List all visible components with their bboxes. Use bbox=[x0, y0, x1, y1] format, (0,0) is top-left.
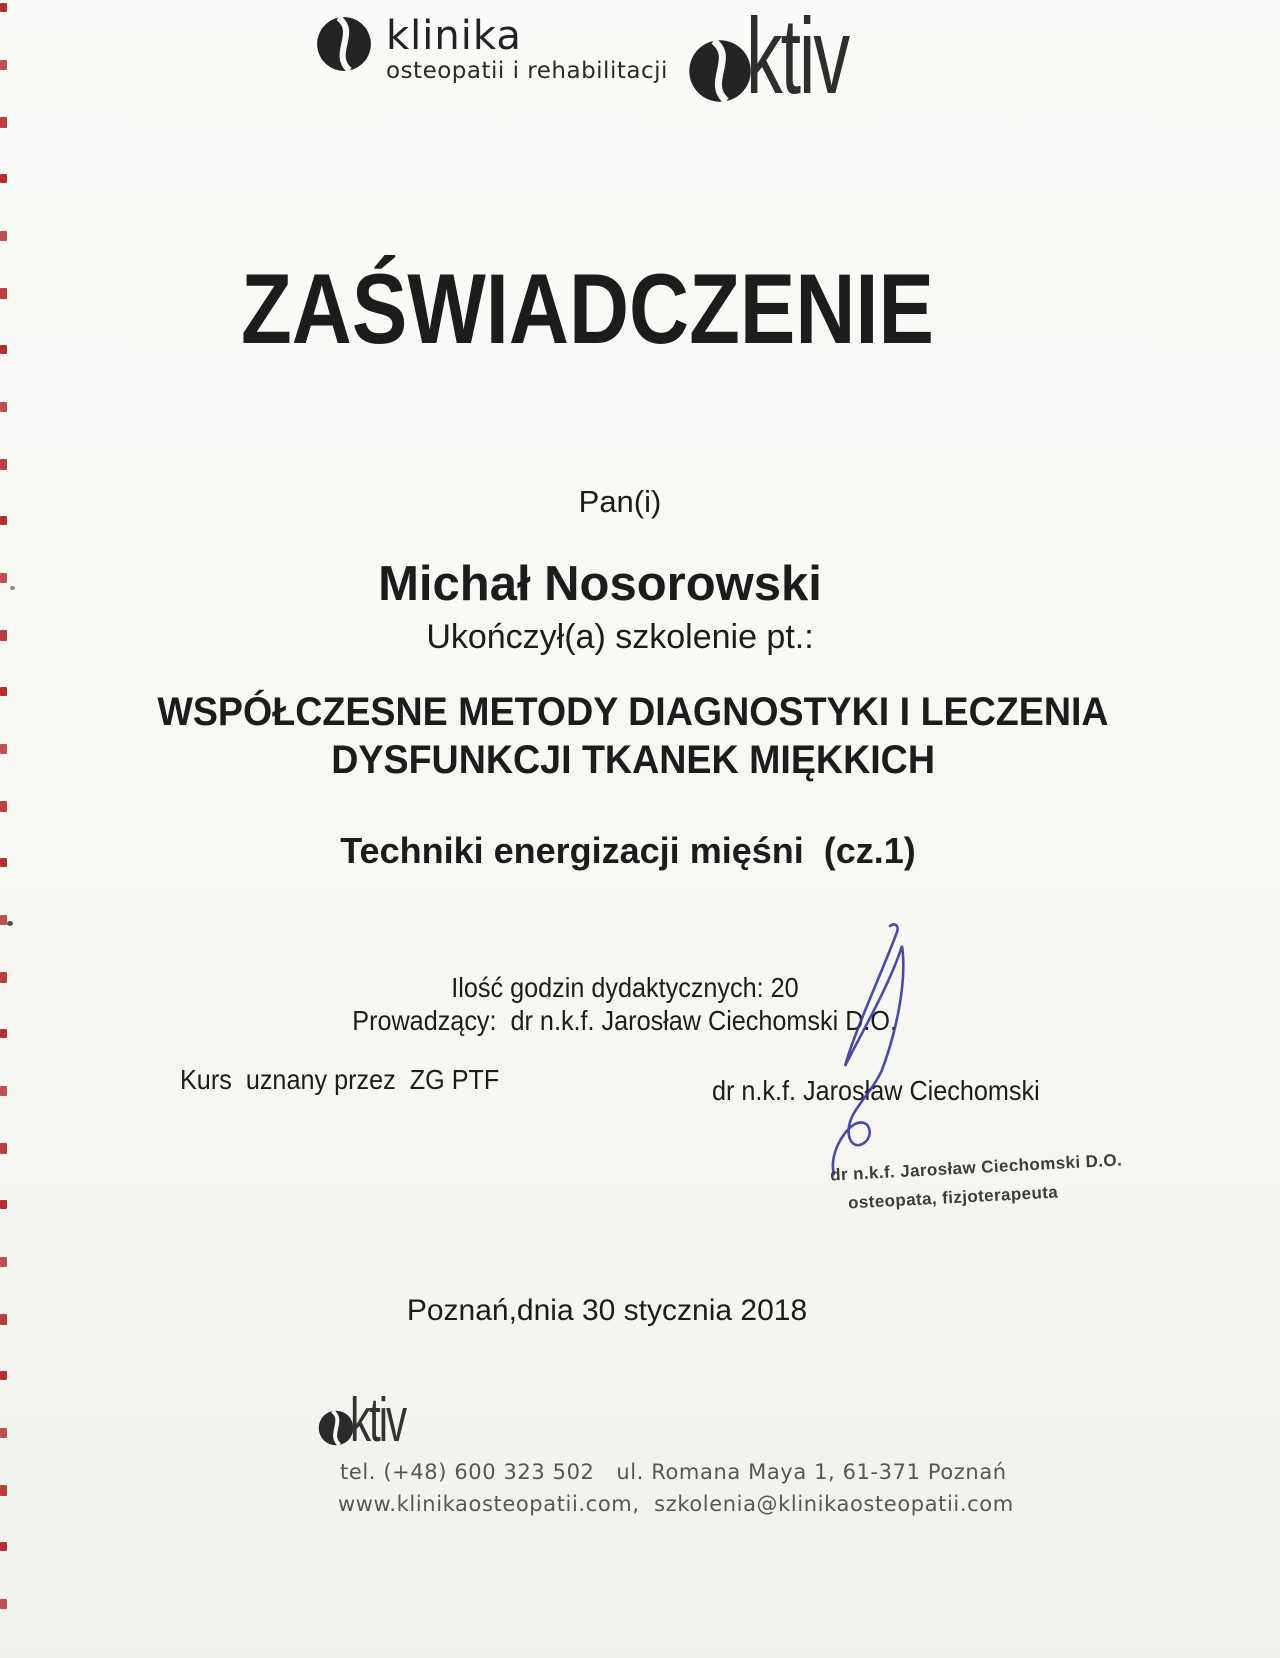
footer-contact-line1: tel. (+48) 600 323 502 ul. Romana Maya 1, 61-371 Poznań bbox=[340, 1460, 1007, 1484]
course-title-line2: DYSFUNKCJI TKANEK MIĘKKICH bbox=[331, 738, 935, 782]
aktiv-circle-a-icon bbox=[688, 39, 752, 105]
scan-edge-mark bbox=[0, 1257, 7, 1267]
scan-edge-mark bbox=[0, 1143, 7, 1154]
certificate-title: ZAŚWIADCZENIE bbox=[240, 253, 934, 364]
salutation: Pan(i) bbox=[578, 484, 662, 519]
scan-edge-mark bbox=[0, 1371, 7, 1380]
aktiv-logo-word: ktiv bbox=[746, 0, 848, 116]
scan-edge-mark bbox=[0, 1542, 7, 1551]
scan-edge-mark bbox=[0, 231, 7, 241]
handwritten-signature bbox=[795, 918, 945, 1188]
completion-label: Ukończył(a) szkolenie pt.: bbox=[426, 618, 814, 656]
course-title-line1: WSPÓŁCZESNE METODY DIAGNOSTYKI I LECZENIA bbox=[157, 690, 1109, 734]
scan-edge-mark bbox=[0, 402, 7, 412]
scan-edge-mark bbox=[0, 60, 7, 70]
accreditation-line: Kurs uznany przez ZG PTF bbox=[180, 1064, 500, 1095]
scan-edge-mark bbox=[0, 1428, 7, 1438]
instructor-line: Prowadzący: dr n.k.f. Jarosław Ciechomski D.O. bbox=[352, 1005, 898, 1036]
stamp-line1: dr n.k.f. Jarosław Ciechomski D.O. bbox=[829, 1150, 1123, 1185]
klinika-leaf-circle-icon bbox=[316, 16, 372, 77]
place-and-date: Poznań,dnia 30 stycznia 2018 bbox=[406, 1294, 808, 1327]
footer-aktiv-logo bbox=[318, 1386, 431, 1455]
scan-edge-mark bbox=[0, 801, 7, 812]
scan-edge-mark bbox=[0, 915, 7, 925]
scan-edge-mark bbox=[0, 1599, 7, 1609]
klinika-logo-name: klinika bbox=[386, 13, 522, 59]
hours-line: Ilość godzin dydaktycznych: 20 bbox=[451, 972, 799, 1003]
scan-edge-mark bbox=[0, 174, 7, 183]
footer-contact-line2: www.klinikaosteopatii.com, szkolenia@klinikaosteopatii.com bbox=[338, 1492, 1014, 1516]
recipient-name: Michał Nosorowski bbox=[378, 557, 822, 611]
signer-name-line: dr n.k.f. Jarosław Ciechomski bbox=[712, 1075, 1040, 1106]
scan-edge-mark bbox=[0, 1086, 7, 1096]
footer-aktiv-word: ktiv bbox=[350, 1386, 406, 1455]
aktiv-logo bbox=[688, 0, 896, 116]
scan-edge-mark bbox=[0, 3, 7, 12]
scan-edge-mark bbox=[0, 1485, 7, 1496]
scan-edge-mark bbox=[0, 459, 7, 470]
stamp-line2: osteopata, fizjoterapeuta bbox=[847, 1182, 1059, 1213]
klinika-logo-subtitle: osteopatii i rehabilitacji bbox=[386, 58, 668, 84]
klinika-logo bbox=[316, 13, 668, 84]
course-module: Techniki energizacji mięśni (cz.1) bbox=[340, 830, 916, 871]
scan-artifact-dot bbox=[7, 921, 13, 926]
scan-edge-mark bbox=[0, 1200, 7, 1209]
scan-edge-mark bbox=[0, 117, 7, 128]
aktiv-circle-a-icon bbox=[318, 1410, 354, 1449]
